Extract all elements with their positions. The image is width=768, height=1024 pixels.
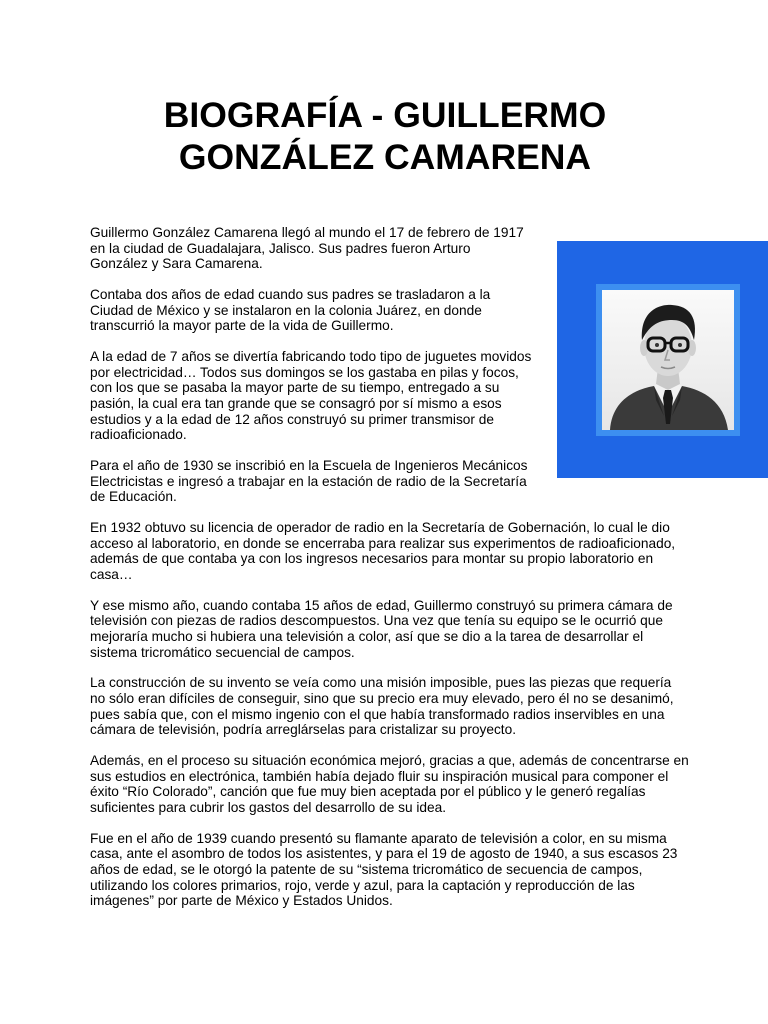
paragraph: Contaba dos años de edad cuando sus padres se trasladaron a la Ciudad de México y se instalaron en la colonia Juárez, en donde transcurrió la mayor parte de la vida de Guillermo.	[90, 287, 491, 334]
paragraph: Para el año de 1930 se inscribió en la Escuela de Ingenieros Mecánicos Electricistas e ingresó a trabajar en la estación de radio de la Secretaría de Educación.	[90, 458, 528, 505]
paragraph: La construcción de su invento se veía como una misión imposible, pues las piezas que requería no sólo eran difíciles de conseguir, sino que su precio era muy elevado, pero él no se desanimó, pues sabía que, con el mismo ingenio con el que había transformado radios inservibles en una cámara de televisión, podría arreglárselas para cristalizar su proyecto.	[90, 675, 674, 738]
portrait-border	[596, 284, 740, 436]
title-line-2: GONZÁLEZ CAMARENA	[178, 137, 592, 177]
paragraph: A la edad de 7 años se divertía fabricando todo tipo de juguetes movidos por electricidad… Todos sus domingos se los gastaba en pilas y focos, con los que se pasaba la mayor parte de su tiempo, entregado a su pasión, la cual era tan grande que se consagró por sí mismo a esos estudios y a la edad de 12 años construyó su primer transmisor de radioaficionado.	[90, 349, 532, 443]
portrait-icon	[602, 290, 734, 430]
portrait-photo	[602, 290, 734, 430]
paragraph: Guillermo González Camarena llegó al mundo el 17 de febrero de 1917 en la ciudad de Guadalajara, Jalisco. Sus padres fueron Arturo González y Sara Camarena.	[90, 225, 524, 272]
paragraph: Y ese mismo año, cuando contaba 15 años de edad, Guillermo construyó su primera cámara de televisión con piezas de radios descompuestos. Una vez que tenía su equipo se le ocurrió que mejoraría mucho si hubiera una televisión a color, así que se dio a la tarea de desarrollar el sistema tricromático secuencial de campos.	[90, 597, 673, 660]
title-line-1: BIOGRAFÍA - GUILLERMO	[163, 95, 607, 135]
page-title	[90, 94, 680, 178]
paragraph: Fue en el año de 1939 cuando presentó su flamante aparato de televisión a color, en su misma casa, ante el asombro de todos los asistentes, y para el 19 de agosto de 1940, a sus escasos 23 años de edad, se le otorgó la patente de su “sistema tricromático de secuencia de campos, utilizando los colores primarios, rojo, verde y azul, para la captación y reproducción de las imágenes” por parte de México y Estados Unidos.	[90, 830, 678, 909]
biography-body	[90, 225, 690, 924]
portrait-frame	[557, 241, 768, 478]
paragraph: Además, en el proceso su situación económica mejoró, gracias a que, además de concentrarse en sus estudios en electrónica, también había dejado fluir su inspiración musical para componer el éxito “Río Colorado”, canción que fue muy bien aceptada por el público y le generó regalías suficientes para cubrir los gastos del desarrollo de su idea.	[90, 753, 689, 815]
paragraph: En 1932 obtuvo su licencia de operador de radio en la Secretaría de Gobernación, lo cual le dio acceso al laboratorio, en donde se encerraba para realizar sus experimentos de radioaficionado, además de que contaba ya con los ingresos necesarios para montar su propio laboratorio en casa…	[90, 520, 676, 582]
